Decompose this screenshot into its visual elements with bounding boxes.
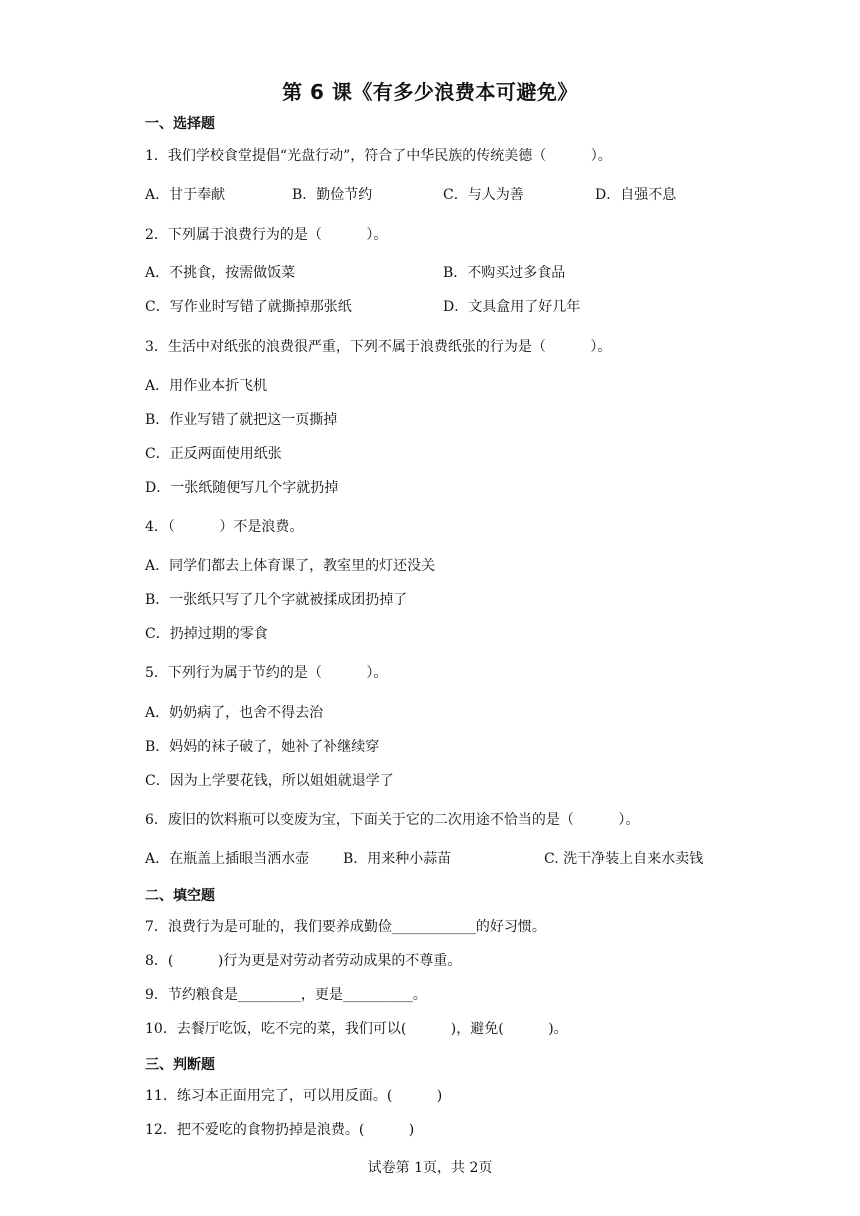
question-3-option-d: D．一张纸随便写几个字就扔掉 xyxy=(145,480,339,496)
question-4-option-c: C．扔掉过期的零食 xyxy=(145,626,268,642)
question-3-stem: 3．生活中对纸张的浪费很严重，下列不属于浪费纸张的行为是（ ）。 xyxy=(145,339,612,355)
question-1-option-a: A．甘于奉献 xyxy=(145,187,226,203)
question-1-option-c: C．与人为善 xyxy=(443,187,524,203)
question-6-stem: 6．废旧的饮料瓶可以变废为宝，下面关于它的二次用途不恰当的是（ ）。 xyxy=(145,812,640,828)
question-2-option-a: A．不挑食，按需做饭菜 xyxy=(145,265,296,281)
question-12: 12．把不爱吃的食物扔掉是浪费。( ) xyxy=(145,1122,415,1138)
question-4-option-a: A．同学们都去上体育课了，教室里的灯还没关 xyxy=(145,558,436,574)
question-3-option-b: B．作业写错了就把这一页撕掉 xyxy=(145,412,338,428)
question-6-option-c: C. 洗干净装上自来水卖钱 xyxy=(544,851,704,867)
section-heading-choice: 一、选择题 xyxy=(145,116,215,132)
question-1-stem: 1．我们学校食堂提倡“光盘行动”，符合了中华民族的传统美德（ ）。 xyxy=(145,148,612,164)
question-7: 7．浪费行为是可耻的，我们要养成勤俭____________的好习惯。 xyxy=(145,919,546,935)
question-10: 10．去餐厅吃饭，吃不完的菜，我们可以( )，避免( )。 xyxy=(145,1021,568,1037)
question-5-stem: 5．下列行为属于节约的是（ ）。 xyxy=(145,665,388,681)
page-title: 第 6 课《有多少浪费本可避免》 xyxy=(282,80,578,104)
question-11: 11．练习本正面用完了，可以用反面。( ) xyxy=(145,1088,443,1104)
question-1-option-d: D．自强不息 xyxy=(595,187,677,203)
page-footer: 试卷第 1页，共 2页 xyxy=(367,1160,493,1176)
question-5-option-b: B．妈妈的袜子破了，她补了补继续穿 xyxy=(145,739,380,755)
question-6-option-b: B．用来种小蒜苗 xyxy=(343,851,452,867)
question-8: 8．( )行为更是对劳动者劳动成果的不尊重。 xyxy=(145,953,462,969)
question-6-option-a: A．在瓶盖上插眼当洒水壶 xyxy=(145,851,310,867)
question-5-option-c: C．因为上学要花钱，所以姐姐就退学了 xyxy=(145,773,394,789)
question-2-stem: 2．下列属于浪费行为的是（ ）。 xyxy=(145,227,388,243)
question-4-option-b: B．一张纸只写了几个字就被揉成团扔掉了 xyxy=(145,592,408,608)
question-3-option-c: C．正反两面使用纸张 xyxy=(145,446,282,462)
section-heading-true-false: 三、判断题 xyxy=(145,1057,215,1073)
question-3-option-a: A．用作业本折飞机 xyxy=(145,378,268,394)
question-2-option-d: D．文具盒用了好几年 xyxy=(443,299,581,315)
section-heading-fill-in: 二、填空题 xyxy=(145,888,215,904)
question-4-stem: 4．（ ）不是浪费。 xyxy=(145,519,304,535)
question-2-option-b: B．不购买过多食品 xyxy=(443,265,566,281)
question-9: 9．节约粮食是_________，更是__________。 xyxy=(145,987,427,1003)
question-1-option-b: B．勤俭节约 xyxy=(292,187,373,203)
question-2-option-c: C．写作业时写错了就撕掉那张纸 xyxy=(145,299,352,315)
question-5-option-a: A．奶奶病了，也舍不得去治 xyxy=(145,705,324,721)
